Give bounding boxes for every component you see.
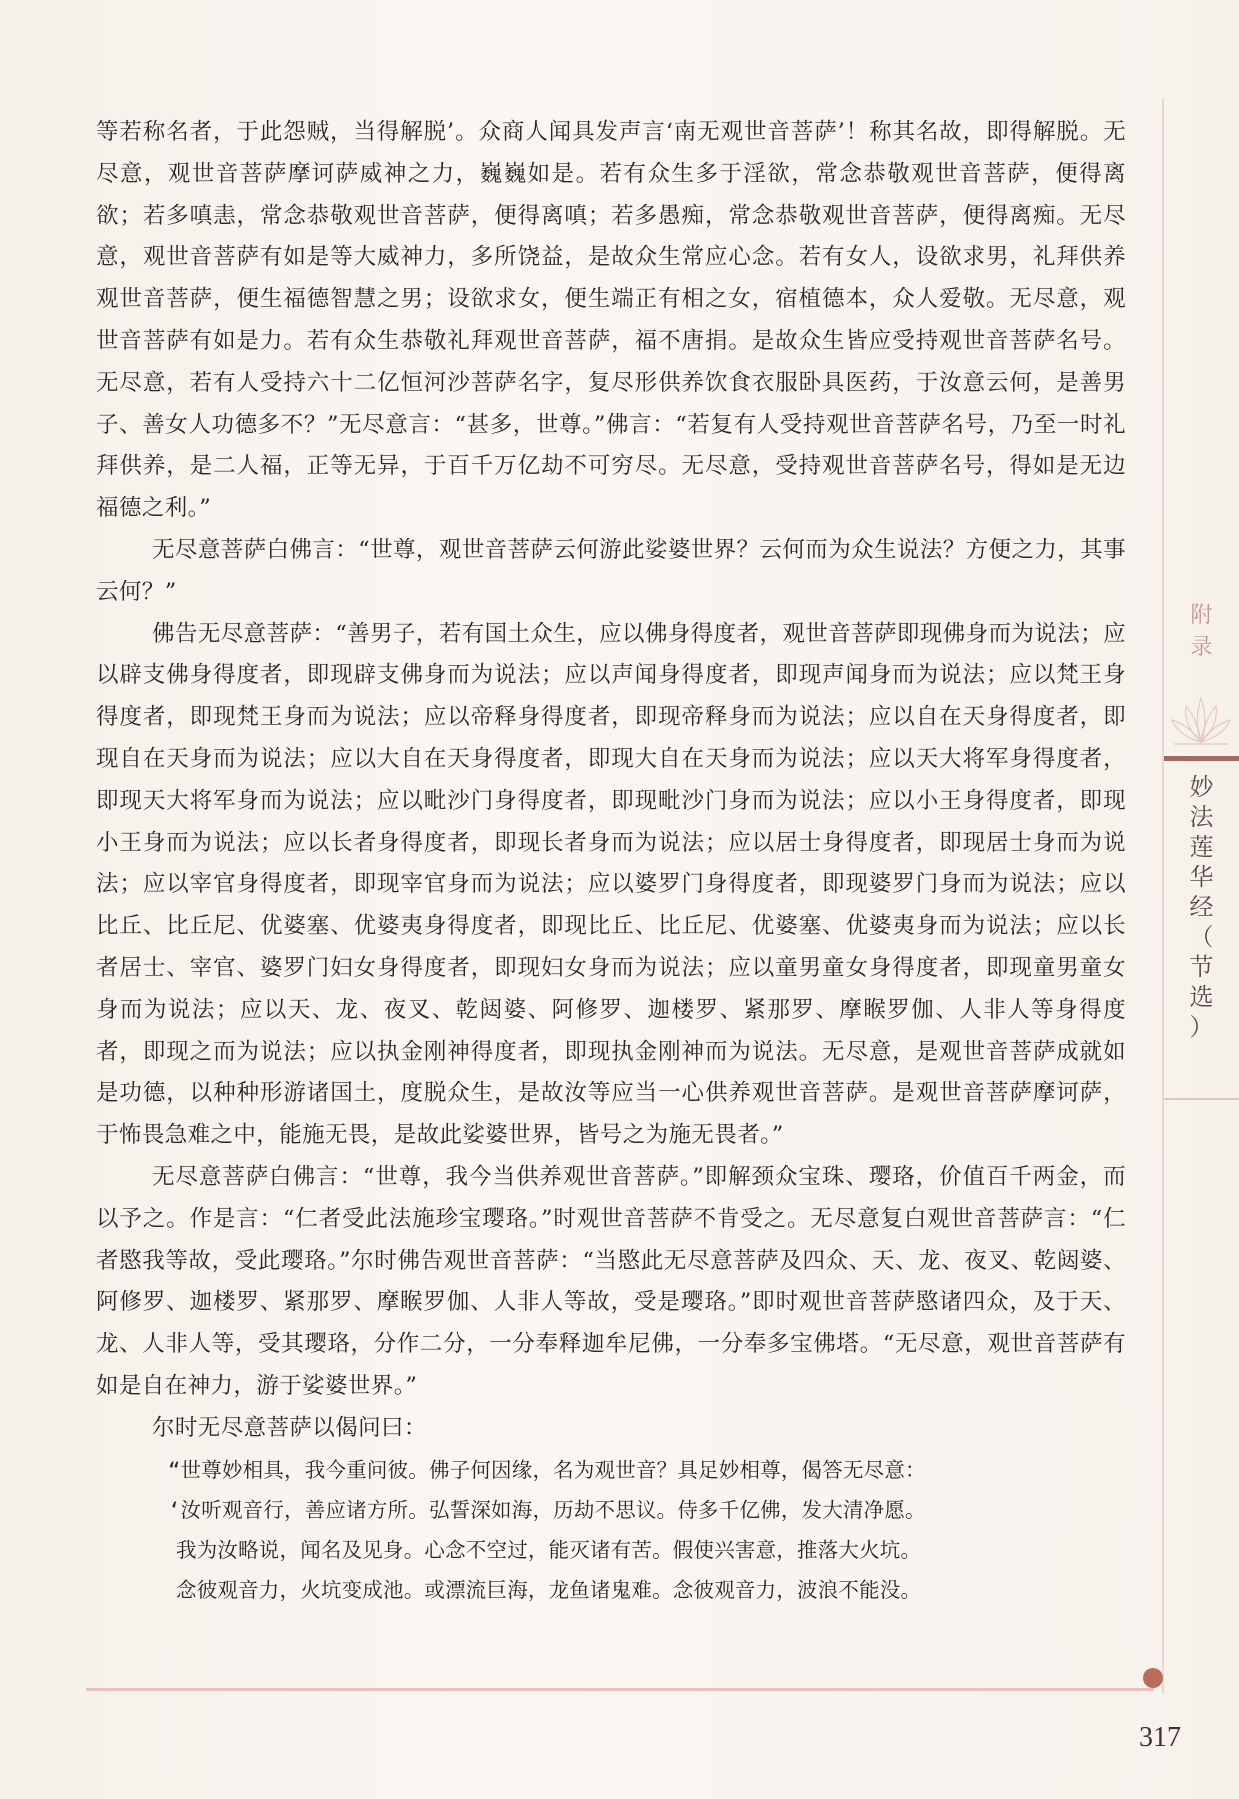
section-label-char: 附 [1190, 603, 1213, 628]
verse-line-1: “世尊妙相具，我今重问彼。佛子何因缘，名为观世音？具足妙相尊，偈答无尽意： [168, 1457, 926, 1482]
verse-line-2: ‘汝听观音行，善应诸方所。弘誓深如海，历劫不思议。侍多千亿佛，发大清净愿。 [168, 1497, 926, 1522]
page-number: 317 [1139, 1722, 1181, 1753]
paragraph-3: 佛告无尽意菩萨：“善男子，若有国土众生，应以佛身得度者，观世音菩萨即现佛身而为说法；应以辟支佛身得度者，即现辟支佛身而为说法；应以声闻身得度者，即现声闻身而为说法；应以梵王身得度者，即现梵王身而为说法；应以帝释身得度者，即现帝释身而为说法；应以自在天身得度者，即现自在天身而为说法；应以大自在天身得度者，即现大自在天身而为说法；应以天大将军身得度者，即现天大将军身而为说法；应以毗沙门身得度者，即现毗沙门身而为说法；应以小王身得度者，即现小王身而为说法；应以长者身得度者，即现长者身而为说法；应以居士身得度者，即现居士身而为说法；应以宰官身得度者，即现宰官身而为说法；应以婆罗门身得度者，即现婆罗门身而为说法；应以比丘、比丘尼、优婆塞、优婆夷身得度者，即现比丘、比丘尼、优婆塞、优婆夷身而为说法；应以长者居士、宰官、婆罗门妇女身得度者，即现妇女身而为说法；应以童男童女身得度者，即现童男童女身而为说法；应以天、龙、夜叉、乾闼婆、阿修罗、迦楼罗、紧那罗、摩睺罗伽、人非人等身得度者，即现之而为说法；应以执金刚神得度者，即现执金刚神而为说法。无尽意，是观世音菩萨成就如是功德，以种种形游诸国土，度脱众生，是故汝等应当一心供养观世音菩萨。是观世音菩萨摩诃萨，于怖畏急难之中，能施无畏，是故此娑婆世界，皆号之为施无畏者。” [96, 620, 1126, 1149]
body-text [96, 112, 1126, 1610]
paragraph-1: 等若称名者，于此怨贼，当得解脱’。众商人闻具发声言‘南无观世音菩萨’！称其名故，即得解脱。无尽意，观世音菩萨摩诃萨威神之力，巍巍如是。若有众生多于淫欲，常念恭敬观世音菩萨，便得离欲；若多嗔恚，常念恭敬观世音菩萨，便得离嗔；若多愚痴，常念恭敬观世音菩萨，便得离痴。无尽意，观世音菩萨有如是等大威神力，多所饶益，是故众生常应心念。若有女人，设欲求男，礼拜供养观世音菩萨，便生福德智慧之男；设欲求女，便生端正有相之女，宿植德本，众人爱敬。无尽意，观世音菩萨有如是力。若有众生恭敬礼拜观世音菩萨，福不唐捐。是故众生皆应受持观世音菩萨名号。无尽意，若有人受持六十二亿恒河沙菩萨名字，复尽形供养饮食衣服卧具医药，于汝意云何，是善男子、善女人功德多不？”无尽意言：“甚多，世尊。”佛言：“若复有人受持观世音菩萨名号，乃至一时礼拜供养，是二人福，正等无异，于百千万亿劫不可穷尽。无尽意，受持观世音菩萨名号，得如是无边福德之利。” [96, 119, 1126, 522]
verse-line-3: 我为汝略说，闻名及见身。心念不空过，能灭诸有苦。假使兴害意，推落大火坑。 [176, 1537, 922, 1562]
verse-line-4: 念彼观音力，火坑变成池。或漂流巨海，龙鱼诸鬼难。念彼观音力，波浪不能没。 [176, 1577, 922, 1602]
sidebar-title-char: 节 [1189, 953, 1214, 981]
sidebar-title-char: 选 [1189, 983, 1214, 1011]
sidebar-title-char: ） [1189, 1013, 1214, 1041]
section-label-char: 录 [1190, 635, 1213, 660]
sidebar-title-char: 妙 [1189, 773, 1214, 801]
footer-rule [86, 1688, 1154, 1691]
sidebar-title-char: （ [1189, 923, 1214, 951]
sidebar-title-char: 华 [1189, 863, 1214, 891]
sidebar-title [1164, 772, 1239, 1042]
section-label [1164, 600, 1239, 664]
paragraph-5: 尔时无尽意菩萨以偈问曰： [152, 1414, 427, 1441]
sidebar-title-char: 法 [1189, 803, 1214, 831]
sidebar-divider [1164, 1098, 1239, 1100]
sidebar-title-char: 经 [1189, 893, 1214, 921]
paragraph-4: 无尽意菩萨白佛言：“世尊，我今当供养观世音菩萨。”即解颈众宝珠、璎珞，价值百千两金，而以予之。作是言：“仁者受此法施珍宝璎珞。”时观世音菩萨不肯受之。无尽意复白观世音菩萨言：“仁者愍我等故，受此璎珞。”尔时佛告观世音菩萨：“当愍此无尽意菩萨及四众、天、龙、夜叉、乾闼婆、阿修罗、迦楼罗、紧那罗、摩睺罗伽、人非人等故，受是璎珞。”即时观世音菩萨愍诸四众，及于天、龙、人非人等，受其璎珞，分作二分，一分奉释迦牟尼佛，一分奉多宝佛塔。“无尽意，观世音菩萨有如是自在神力，游于娑婆世界。” [96, 1163, 1126, 1399]
sidebar-title-char: 莲 [1189, 833, 1214, 861]
lotus-icon [1166, 690, 1236, 746]
paragraph-2: 无尽意菩萨白佛言：“世尊，观世音菩萨云何游此娑婆世界？云何而为众生说法？方便之力，其事云何？” [96, 536, 1126, 605]
sidebar-tab-bar [1164, 756, 1239, 761]
footer-dot [1143, 1668, 1163, 1688]
